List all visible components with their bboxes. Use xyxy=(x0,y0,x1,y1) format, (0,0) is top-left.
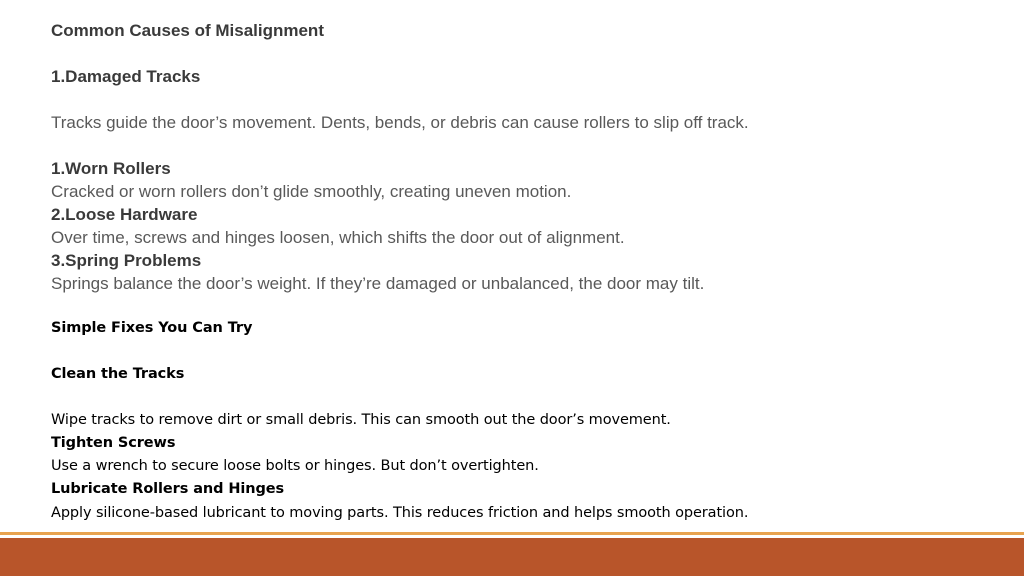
clean-tracks-title: Clean the Tracks xyxy=(51,366,185,382)
spring-problems-text: Springs balance the door’s weight. If they’re damaged or unbalanced, the door may tilt. xyxy=(51,274,705,293)
damaged-tracks-text: Tracks guide the door’s movement. Dents, bends, or debris can cause rollers to slip off track. xyxy=(51,113,749,132)
loose-hardware-title: 2.Loose Hardware xyxy=(51,205,198,224)
fixes-heading: Simple Fixes You Can Try xyxy=(51,320,253,336)
tighten-screws-text: Use a wrench to secure loose bolts or hinges. But don’t overtighten. xyxy=(51,458,539,474)
lubricate-text: Apply silicone-based lubricant to moving parts. This reduces friction and helps smooth operation. xyxy=(51,505,749,521)
footer-bar xyxy=(0,538,1024,576)
damaged-tracks-title: 1.Damaged Tracks xyxy=(51,67,201,86)
lubricate-title: Lubricate Rollers and Hinges xyxy=(51,481,284,497)
misalignment-heading: Common Causes of Misalignment xyxy=(51,21,324,40)
spring-problems-title: 3.Spring Problems xyxy=(51,251,202,270)
footer-accent-line xyxy=(0,532,1024,535)
loose-hardware-text: Over time, screws and hinges loosen, which shifts the door out of alignment. xyxy=(51,228,625,247)
tighten-screws-title: Tighten Screws xyxy=(51,435,176,451)
clean-tracks-text: Wipe tracks to remove dirt or small debris. This can smooth out the door’s movement. xyxy=(51,412,671,428)
worn-rollers-text: Cracked or worn rollers don’t glide smoothly, creating uneven motion. xyxy=(51,182,572,201)
worn-rollers-title: 1.Worn Rollers xyxy=(51,159,171,178)
